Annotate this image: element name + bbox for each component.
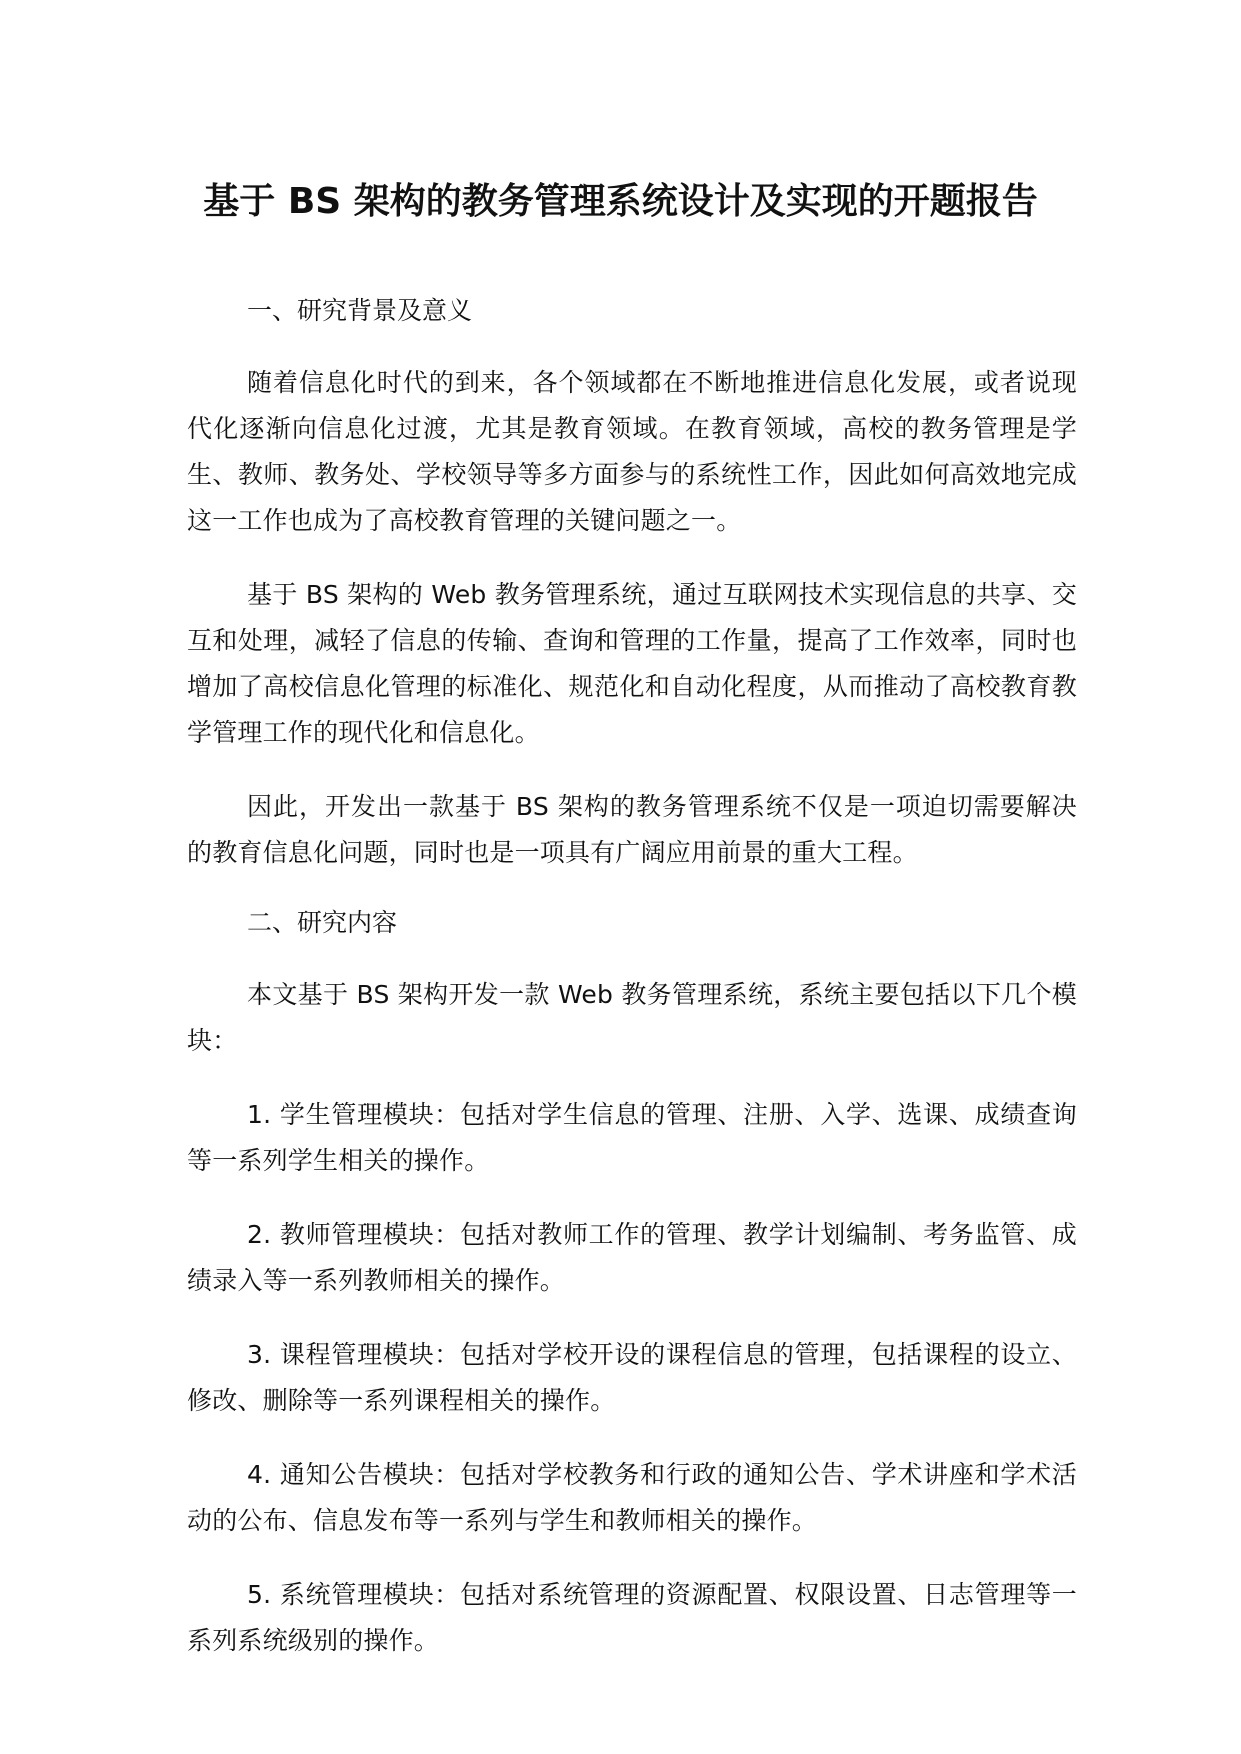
body-paragraph: 基于 BS 架构的 Web 教务管理系统，通过互联网技术实现信息的共享、交互和处理，减轻了信息的传输、查询和管理的工作量，提高了工作效率，同时也增加了高校信息化管理的标准化、规范化和自动化程度，从而推动了高校教育教学管理工作的现代化和信息化。 (187, 580, 1077, 747)
body-paragraph: 随着信息化时代的到来，各个领域都在不断地推进信息化发展，或者说现代化逐渐向信息化过渡，尤其是教育领域。在教育领域，高校的教务管理是学生、教师、教务处、学校领导等多方面参与的系统性工作，因此如何高效地完成这一工作也成为了高校教育管理的关键问题之一。 (187, 368, 1077, 535)
module-list (187, 1092, 1077, 1664)
list-item: 3. 课程管理模块：包括对学校开设的课程信息的管理，包括课程的设立、修改、删除等一系列课程相关的操作。 (187, 1340, 1077, 1415)
list-item: 4. 通知公告模块：包括对学校教务和行政的通知公告、学术讲座和学术活动的公布、信息发布等一系列与学生和教师相关的操作。 (187, 1460, 1077, 1535)
section-heading: 二、研究内容 (247, 908, 398, 937)
list-item: 2. 教师管理模块：包括对教师工作的管理、教学计划编制、考务监管、成绩录入等一系列教师相关的操作。 (187, 1220, 1077, 1295)
document-body (187, 292, 1077, 1692)
body-paragraph: 因此，开发出一款基于 BS 架构的教务管理系统不仅是一项迫切需要解决的教育信息化问题，同时也是一项具有广阔应用前景的重大工程。 (187, 792, 1077, 867)
list-item: 5. 系统管理模块：包括对系统管理的资源配置、权限设置、日志管理等一系列系统级别的操作。 (187, 1580, 1077, 1655)
document-title: 基于 BS 架构的教务管理系统设计及实现的开题报告 (203, 181, 1038, 222)
section-heading: 一、研究背景及意义 (247, 296, 473, 325)
section-research-content (187, 904, 1077, 1664)
section-background (187, 292, 1077, 876)
body-paragraph: 本文基于 BS 架构开发一款 Web 教务管理系统，系统主要包括以下几个模块： (187, 980, 1077, 1055)
list-item: 1. 学生管理模块：包括对学生信息的管理、注册、入学、选课、成绩查询等一系列学生相关的操作。 (187, 1100, 1077, 1175)
